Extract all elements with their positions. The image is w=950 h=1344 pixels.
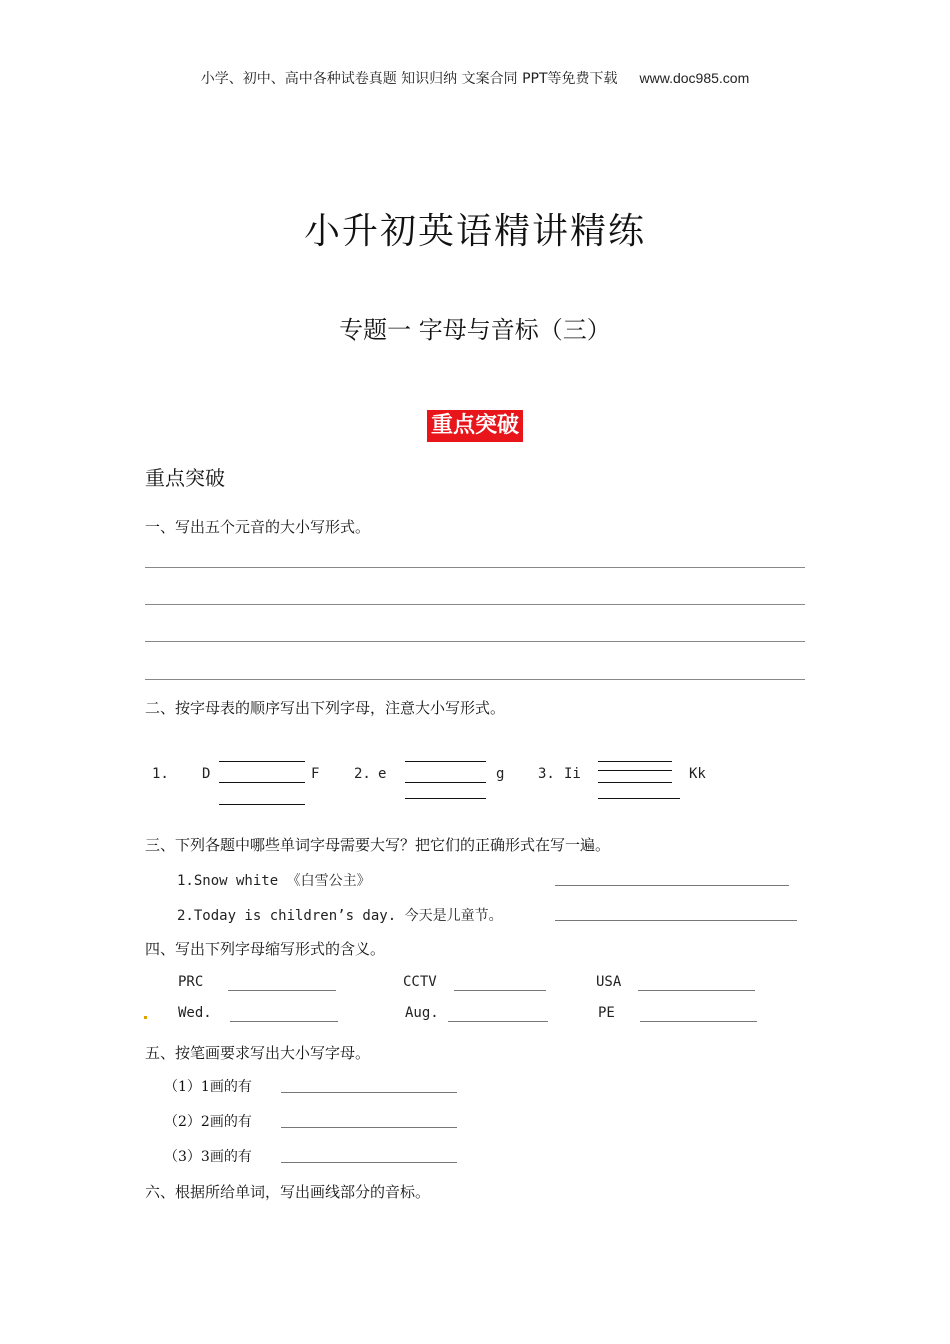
q5-prompt: 五、按笔画要求写出大小写字母。 [145, 1044, 371, 1062]
fill-line[interactable] [405, 798, 486, 799]
answer-line[interactable] [145, 641, 805, 642]
answer-line[interactable] [145, 604, 805, 605]
fill-line[interactable] [405, 761, 486, 762]
answer-line[interactable] [448, 1021, 548, 1022]
q4-abbr: PRC [178, 974, 204, 990]
answer-line[interactable] [640, 1021, 757, 1022]
q3-prompt: 三、下列各题中哪些单词字母需要大写？把它们的正确形式在写一遍。 [145, 836, 611, 854]
q4-abbr: PE [598, 1005, 615, 1021]
answer-line[interactable] [281, 1092, 457, 1093]
q4-abbr: CCTV [403, 974, 437, 990]
q5-item: （2）2画的有 [164, 1114, 252, 1130]
page-header [0, 68, 950, 88]
answer-line[interactable] [145, 567, 805, 568]
q4-prompt: 四、写出下列字母缩写形式的含义。 [145, 940, 386, 958]
q1-prompt: 一、写出五个元音的大小写形式。 [145, 518, 371, 536]
header-site: www.doc985.com [639, 70, 750, 86]
fill-line[interactable] [219, 761, 305, 762]
q2-item-start: e [378, 766, 387, 782]
q2-item-end: F [311, 766, 320, 782]
q5-item: （3）3画的有 [164, 1149, 252, 1165]
answer-line[interactable] [228, 990, 336, 991]
fill-line[interactable] [598, 761, 672, 762]
answer-line[interactable] [230, 1021, 338, 1022]
badge-wrap [0, 410, 950, 442]
q2-item-num: 1. [152, 766, 169, 782]
header-text: 小学、初中、高中各种试卷真题 知识归纳 文案合同 PPT等免费下载 [200, 71, 618, 87]
section-heading: 重点突破 [145, 466, 225, 490]
fill-line[interactable] [598, 770, 672, 771]
answer-line[interactable] [145, 679, 805, 680]
q3-item: 2.Today is children’s day. 今天是儿童节。 [177, 908, 503, 924]
fill-line[interactable] [598, 782, 672, 783]
fill-line[interactable] [405, 782, 486, 783]
answer-line[interactable] [555, 920, 797, 921]
decorative-dot [144, 1016, 147, 1019]
q2-item-num: 2. [354, 766, 371, 782]
q4-abbr: USA [596, 974, 622, 990]
q4-abbr: Wed. [178, 1005, 212, 1021]
q2-prompt: 二、按字母表的顺序写出下列字母，注意大小写形式。 [145, 699, 506, 717]
q5-item: （1）1画的有 [164, 1079, 252, 1095]
answer-line[interactable] [281, 1162, 457, 1163]
q2-item-end: g [496, 766, 505, 782]
answer-line[interactable] [281, 1127, 457, 1128]
q2-item-end: Kk [689, 766, 706, 782]
fill-line[interactable] [219, 782, 305, 783]
q2-item-start: Ii [564, 766, 581, 782]
answer-line[interactable] [638, 990, 755, 991]
q2-item-num: 3. [538, 766, 555, 782]
answer-line[interactable] [555, 885, 789, 886]
fill-line[interactable] [219, 804, 305, 805]
q2-item-start: D [202, 766, 211, 782]
fill-line[interactable] [598, 798, 680, 799]
q4-abbr: Aug. [405, 1005, 439, 1021]
highlight-badge: 重点突破 [427, 410, 523, 442]
answer-line[interactable] [454, 990, 546, 991]
page-title: 小升初英语精讲精练 [303, 211, 646, 252]
q3-item: 1.Snow white 《白雪公主》 [177, 873, 371, 889]
page-subtitle: 专题一 字母与音标（三） [339, 316, 611, 344]
q6-prompt: 六、根据所给单词，写出画线部分的音标。 [145, 1183, 431, 1201]
